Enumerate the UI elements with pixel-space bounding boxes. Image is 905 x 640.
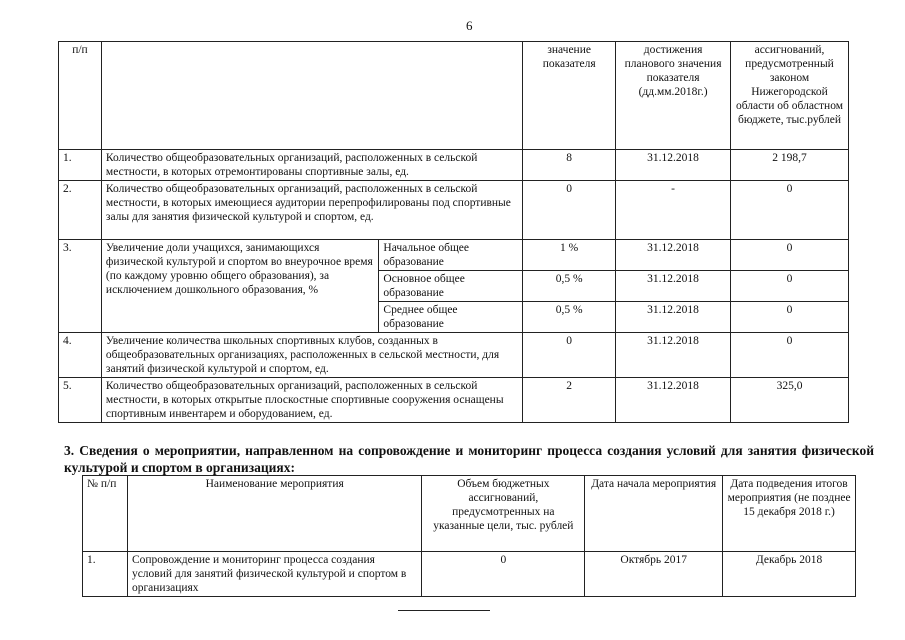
row-date: 31.12.2018 xyxy=(616,333,731,378)
row-date: 31.12.2018 xyxy=(616,271,731,302)
table-header-row xyxy=(83,476,856,552)
table-header-row xyxy=(59,42,849,150)
row-num: 5. xyxy=(59,378,102,423)
header-value: значение показателя xyxy=(523,42,616,150)
header-num: № п/п xyxy=(83,476,128,552)
header-start: Дата начала мероприятия xyxy=(585,476,723,552)
row-funds: 0 xyxy=(731,333,849,378)
row-date: 31.12.2018 xyxy=(616,302,731,333)
row-name: Сопровождение и мониторинг процесса создания условий для занятий физической культурой и спортом в организациях xyxy=(127,552,422,597)
row-num: 4. xyxy=(59,333,102,378)
row-text: Увеличение доли учащихся, занимающихся физической культурой и спортом во внеурочное время (по каждому уровню общего образования), за исключением дошкольного образования, % xyxy=(101,240,378,333)
row-text: Количество общеобразовательных организаций, расположенных в сельской местности, в которых отремонтированы спортивные залы, ед. xyxy=(101,150,522,181)
header-date: достижения планового значения показателя (дд.мм.2018г.) xyxy=(616,42,731,150)
indicators-table xyxy=(58,41,849,423)
row-funds: 0 xyxy=(731,302,849,333)
row-text: Количество общеобразовательных организаций, расположенных в сельской местности, в которых имеющиеся аудитории перепрофилированы под спортивные залы для занятия физической культурой и спортом, ед. xyxy=(101,181,522,240)
row-num: 1. xyxy=(83,552,128,597)
activity-table xyxy=(82,475,856,597)
table-row xyxy=(83,552,856,597)
header-funds: Объем бюджетных ассигнований, предусмотренных на указанные цели, тыс. рублей xyxy=(422,476,585,552)
row-funds: 0 xyxy=(422,552,585,597)
row-funds: 0 xyxy=(731,271,849,302)
row-value: 8 xyxy=(523,150,616,181)
table-row xyxy=(59,333,849,378)
level-cell: Начальное общее образование xyxy=(379,240,523,271)
row-num: 3. xyxy=(59,240,102,333)
header-num: п/п xyxy=(59,42,102,150)
row-start: Октябрь 2017 xyxy=(585,552,723,597)
row-date: - xyxy=(616,181,731,240)
table-row xyxy=(59,150,849,181)
page-number: 6 xyxy=(466,18,473,33)
level-cell: Среднее общее образование xyxy=(379,302,523,333)
header-funds: ассигнований, предусмотренный законом Нижегородской области об областном бюджете, тыс.рублей xyxy=(731,42,849,150)
row-num: 1. xyxy=(59,150,102,181)
header-name: Наименование мероприятия xyxy=(127,476,422,552)
row-text: Увеличение количества школьных спортивных клубов, созданных в общеобразовательных организациях, расположенных в сельской местности, для занятий физической культурой и спортом, ед. xyxy=(101,333,522,378)
row-funds: 0 xyxy=(731,181,849,240)
row-value: 2 xyxy=(523,378,616,423)
row-value: 0 xyxy=(523,181,616,240)
row-date: 31.12.2018 xyxy=(616,240,731,271)
footer-rule xyxy=(398,610,490,611)
row-text: Количество общеобразовательных организаций, расположенных в сельской местности, в которых открытые плоскостные спортивные сооружения оснащены спортивным инвентарем и оборудованием, ед. xyxy=(101,378,522,423)
section-3-heading: 3. Сведения о мероприятии, направленном на сопровождение и мониторинг процесса создания условий для занятия физической культурой и спортом в организациях: xyxy=(64,443,874,475)
row-num: 2. xyxy=(59,181,102,240)
level-cell: Основное общее образование xyxy=(379,271,523,302)
header-end: Дата подведения итогов мероприятия (не позднее 15 декабря 2018 г.) xyxy=(723,476,856,552)
row-value: 0,5 % xyxy=(523,271,616,302)
row-value: 0,5 % xyxy=(523,302,616,333)
row-value: 0 xyxy=(523,333,616,378)
row-date: 31.12.2018 xyxy=(616,378,731,423)
row-funds: 2 198,7 xyxy=(731,150,849,181)
table-row xyxy=(59,240,849,271)
header-blank xyxy=(101,42,522,150)
row-end: Декабрь 2018 xyxy=(723,552,856,597)
row-date: 31.12.2018 xyxy=(616,150,731,181)
row-value: 1 % xyxy=(523,240,616,271)
table-row xyxy=(59,378,849,423)
row-funds: 0 xyxy=(731,240,849,271)
table-row xyxy=(59,181,849,240)
row-funds: 325,0 xyxy=(731,378,849,423)
